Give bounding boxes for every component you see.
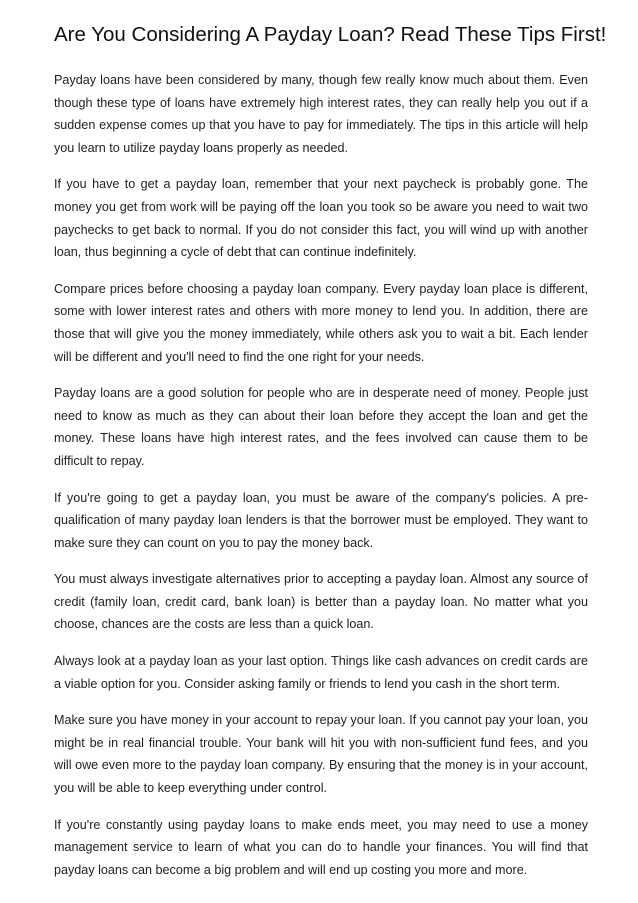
paragraph: Make sure you have money in your account to repay your loan. If you cannot pay your loan, you might be in real financial trouble. Your bank will hit you with non-sufficient fund fees, and you will owe even more to the payday loan company. By ensuring that the money is in your account, you will be able to keep everything under control. (54, 713, 588, 796)
paragraph: Compare prices before choosing a payday loan company. Every payday loan place is different, some with lower interest rates and others with more money to lend you. In addition, there are those that will give you the money immediately, while others ask you to wait a bit. Each lender will be different and you'll need to find the one right for your needs. (54, 281, 588, 364)
paragraph: Payday loans are a good solution for people who are in desperate need of money. People just need to know as much as they can about their loan before they accept the loan and get the money. These loans have high interest rates, and the fees involved can cause them to be difficult to repay. (54, 386, 588, 468)
paragraph: Always look at a payday loan as your last option. Things like cash advances on credit cards are a viable option for you. Consider asking family or friends to lend you cash in the short term. (54, 654, 588, 691)
paragraph: If you're going to get a payday loan, you must be aware of the company's policies. A pre-qualification of many payday loan lenders is that the borrower must be employed. They want to make sure they can count on you to pay the money back. (54, 490, 588, 550)
paragraph: If you're constantly using payday loans to make ends meet, you may need to use a money management service to learn of what you can do to handle your finances. You will find that payday loans can become a big problem and will end up costing you more and more. (54, 817, 588, 877)
document-title: Are You Considering A Payday Loan? Read These Tips First! (54, 23, 607, 46)
paragraph: Payday loans have been considered by many, though few really know much about them. Even though these type of loans have extremely high interest rates, they can really help you out if a sudden expense comes up that you have to pay for immediately. The tips in this article will help you learn to utilize payday loans properly as needed. (54, 73, 588, 155)
document-page (54, 22, 607, 895)
paragraph: If you have to get a payday loan, remember that your next paycheck is probably gone. The money you get from work will be paying off the loan you took so be aware you need to wait two paychecks to get back to normal. If you do not consider this fact, you will wind up with another loan, thus beginning a cycle of debt that can continue indefinitely. (54, 177, 588, 260)
paragraph: You must always investigate alternatives prior to accepting a payday loan. Almost any source of credit (family loan, credit card, bank loan) is better than a payday loan. No matter what you choose, chances are the costs are less than a quick loan. (54, 572, 588, 632)
